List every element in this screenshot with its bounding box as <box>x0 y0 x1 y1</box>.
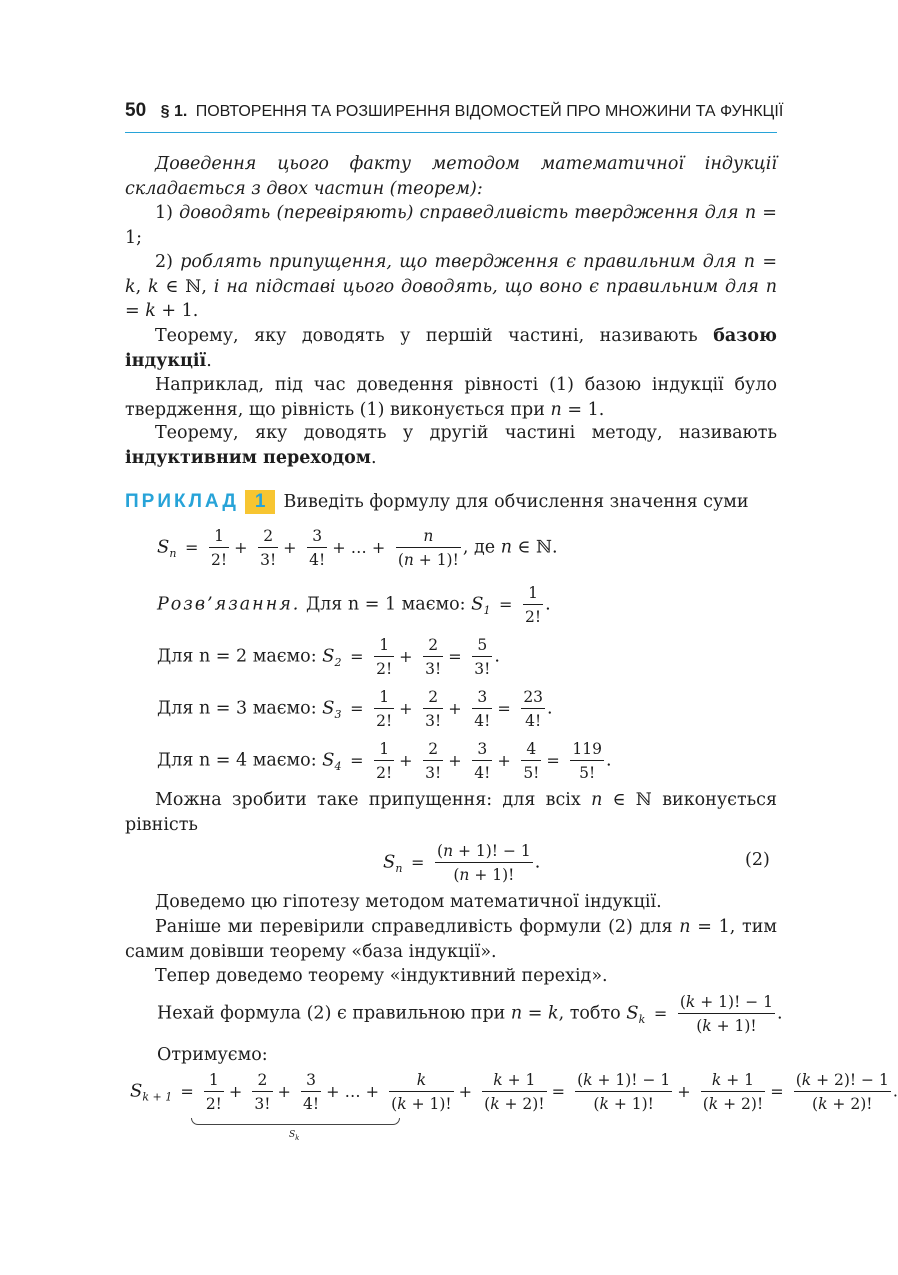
get-text: Отримуємо: <box>157 1045 268 1065</box>
assume-text: Можна зробити таке припущення: для всіх <box>155 790 581 810</box>
example-base-paragraph: Наприклад, під час доведення рівності (1) базою індукції було твердження, що рівність (1) виконується при n = 1. <box>125 375 777 420</box>
step-text: Теорему, яку доводять у другій частині методу, називають <box>155 423 777 443</box>
solution-n1: Розв’язання. Для n = 1 маємо: $S_1$ = $\frac{1}{2!}$ . <box>157 584 551 626</box>
for-n2: Для n = 2 маємо: <box>157 646 317 667</box>
step2-paragraph: 2) роблять припущення, що твердження є правильним для n = k, k ∈ ℕ, і на підставі цього доводять, що воно є правильним для n = k + 1. <box>125 252 777 321</box>
now-paragraph: Тепер доведемо теорему «індуктивний перехід». <box>155 966 608 986</box>
page-number: 50 <box>125 100 147 121</box>
step1-paragraph: 1) доводять (перевіряють) справедливість твердження для n = 1; <box>125 203 777 248</box>
step1-text: доводять (перевіряють) справедливість твердження для <box>179 203 739 223</box>
underbrace <box>191 1118 400 1125</box>
let-text: Нехай формула (2) є правильною при <box>157 1003 506 1024</box>
for-n3: Для n = 3 маємо: <box>157 698 317 719</box>
example-task: Виведіть формулу для обчислення значення суми <box>283 492 749 512</box>
prove-hypothesis: Доведемо цю гіпотезу методом математичної індукції. <box>155 892 662 912</box>
let-line: Нехай формула (2) є правильною при n = k, тобто $S_k$ = $\frac{(k + 1)! - 1}{(k + 1)!}$ . <box>157 993 783 1035</box>
final-derivation: $S_{k + 1}$ = $\frac{1}{2!}$ + $\frac{2}{3!}$ + $\frac{3}{4!}$ + … + $\frac{k}{(k + 1)!}$ + $\frac{k + 1}{(k + 2)!}$ = $\frac{(k + 1)! - 1}{(k + 1)!}$ + $\frac{k + 1}{(k + 2)!}$ = $\frac{(k + 2)! - 1}{(k + 2)!}$ . <box>130 1071 898 1113</box>
page-header <box>125 98 784 133</box>
base-text: Теорему, яку доводять у першій частині, називають <box>155 326 698 346</box>
base-paragraph: Теорему, яку доводять у першій частині, називають базою індукції. <box>125 326 777 371</box>
assume-paragraph: Можна зробити таке припущення: для всіх n ∈ ℕ виконується рівність <box>125 790 777 835</box>
step-term: індуктивним переходом <box>125 447 371 468</box>
solution-n3: Для n = 3 маємо: $S_3$ = $\frac{1}{2!}$ + $\frac{2}{3!}$ + $\frac{3}{4!}$ = $\frac{23}{4!}$ . <box>157 688 553 730</box>
solution-n4: Для n = 4 маємо: $S_4$ = $\frac{1}{2!}$ + $\frac{2}{3!}$ + $\frac{3}{4!}$ + $\frac{4}{5!}$ = $\frac{119}{5!}$ . <box>157 740 612 782</box>
example-number: 1 <box>245 490 276 514</box>
that-is-text: тобто <box>569 1003 621 1024</box>
formula-2: $S_n$ = $\frac{(n + 1)! - 1}{(n + 1)!}$ . <box>383 842 541 884</box>
solution-label: Розв’язання. <box>157 594 301 615</box>
checked-paragraph: Раніше ми перевірили справедливість формули (2) для n = 1, тим самим довівши теорему «база індукції». <box>125 917 777 962</box>
section-title: ПОВТОРЕННЯ ТА РОЗШИРЕННЯ ВІДОМОСТЕЙ ПРО МНОЖИНИ ТА ФУНКЦІЇ <box>195 103 784 120</box>
step2-text: роблять припущення, що твердження є правильним для <box>180 252 737 272</box>
base-term: базою індукції <box>125 326 777 371</box>
example-heading <box>125 490 749 514</box>
example-text: Наприклад, під час доведення рівності (1) базою індукції було твердження, що рівність (1) виконується при <box>125 375 777 420</box>
section-mark: § 1. <box>160 103 188 120</box>
step2b-text: і на підставі цього доводять, що воно є правильним для <box>213 276 759 297</box>
checked-text: Раніше ми перевірили справедливість формули (2) для <box>155 917 673 937</box>
proof-parts-paragraph: Доведення цього факту методом математичної індукції складається з двох частин (теорем): <box>125 154 777 199</box>
equation-number: (2) <box>745 850 770 870</box>
sum-definition: $S_n$ = $\frac{1}{2!}$ + $\frac{2}{3!}$ + $\frac{3}{4!}$ + … + $\frac{n}{(n + 1)!}$ , де n ∈ ℕ. <box>157 527 558 569</box>
checked-b-text: тим самим довівши теорему «база індукції». <box>125 917 777 962</box>
example-label: ПРИКЛАД <box>125 491 239 512</box>
holds-text: виконується рівність <box>125 790 777 835</box>
solution-n2: Для n = 2 маємо: $S_2$ = $\frac{1}{2!}$ + $\frac{2}{3!}$ = $\frac{5}{3!}$ . <box>157 636 500 678</box>
underbrace-label: $S_k$ <box>289 1130 300 1142</box>
step-paragraph: Теорему, яку доводять у другій частині методу, називають індуктивним переходом. <box>125 423 777 468</box>
where-word: де <box>473 537 496 558</box>
for-n1: Для n = 1 маємо: <box>305 594 466 615</box>
for-n4: Для n = 4 маємо: <box>157 750 317 771</box>
